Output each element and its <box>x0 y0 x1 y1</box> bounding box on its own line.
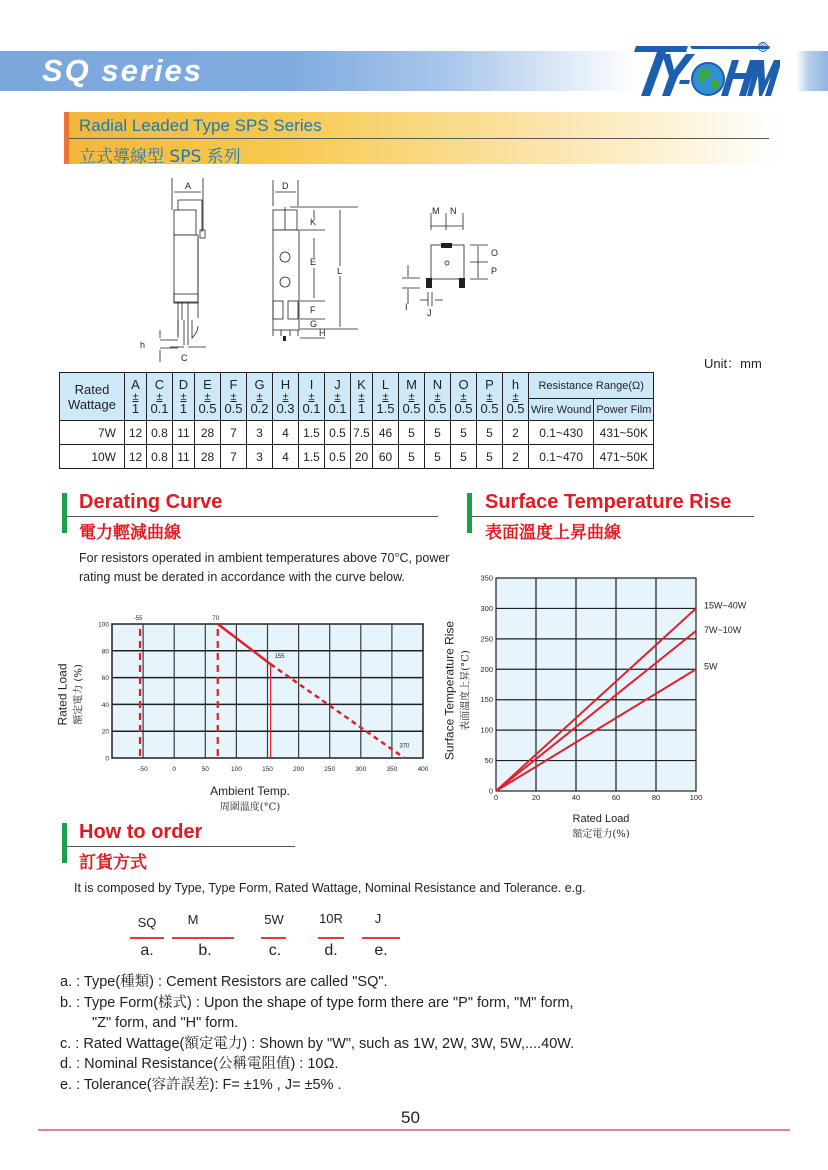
col-m <box>399 373 425 421</box>
derating-title-zh: 電力輕減曲線 <box>79 523 181 543</box>
col-g <box>247 373 273 421</box>
order-code-form: M <box>187 912 199 927</box>
derating-divider <box>67 516 438 517</box>
col-tol: 0.5 <box>506 400 525 416</box>
dimension-cell: 0.8 <box>147 445 173 469</box>
dimension-cell: 4 <box>273 421 299 445</box>
annotation-label: 370 <box>399 743 410 750</box>
col-label: G <box>254 376 265 392</box>
surface-ylabel-en: Surface Temperature Rise <box>442 620 457 761</box>
x-tick-label: 50 <box>201 766 209 773</box>
col-pm: ± <box>282 390 289 403</box>
x-tick-label: -50 <box>138 766 148 773</box>
footer-divider <box>38 1129 790 1131</box>
dimension-cell: 5 <box>451 445 477 469</box>
derating-ylabel-zh: 額定電力 (%) <box>73 664 85 725</box>
subtitle-divider <box>69 138 769 139</box>
legend-label: 7W~10W <box>704 624 742 635</box>
col-label: A <box>131 376 140 392</box>
order-code-resistance: 10R <box>319 911 343 926</box>
spec-header-row <box>60 373 654 399</box>
order-legend <box>60 972 574 1095</box>
dim-label-o: O <box>491 248 499 258</box>
col-tol: 0.1 <box>328 400 347 416</box>
legend-row-d: d. : Nominal Resistance(公稱電阻值) : 10Ω. <box>60 1056 339 1072</box>
col-label: K <box>357 376 366 392</box>
col-pm: ± <box>180 390 187 403</box>
dimension-cell: 2 <box>503 445 529 469</box>
surface-xlabel-zh: 額定電力(%) <box>572 829 630 840</box>
registered-mark: ® <box>759 42 767 52</box>
order-letter-b: b. <box>198 942 212 959</box>
x-tick-label: 250 <box>324 766 336 773</box>
dim-label-d: D <box>282 181 289 191</box>
col-pm: ± <box>230 390 237 403</box>
dimension-cell: 5 <box>477 421 503 445</box>
annotation-label: 155 <box>274 654 285 661</box>
wire-wound-cell: 0.1~430 <box>529 421 594 445</box>
dimension-cell: 7 <box>221 445 247 469</box>
order-underline-tolerance <box>362 937 400 939</box>
legend-row-a: a. : Type(種類) : Cement Resistors are called "SQ". <box>60 974 388 990</box>
y-tick-label: 250 <box>480 634 493 644</box>
col-pm: ± <box>460 390 467 403</box>
col-p <box>477 373 503 421</box>
dimension-cell: 5 <box>451 421 477 445</box>
dim-label-n: N <box>450 206 457 216</box>
derating-xlabel <box>190 784 310 813</box>
col-pm: ± <box>382 390 389 403</box>
dimension-cell: 11 <box>173 421 195 445</box>
col-f <box>221 373 247 421</box>
resistance-range-header: Resistance Range(Ω) <box>529 373 654 399</box>
col-h-lower <box>503 373 529 421</box>
dim-label-c: C <box>181 353 188 363</box>
derating-xlabel-en: Ambient Temp. <box>210 784 290 798</box>
power-film-cell: 431~50K <box>594 421 654 445</box>
x-tick-label: 40 <box>571 793 581 802</box>
col-pm: ± <box>486 390 493 403</box>
order-letter-d: d. <box>324 942 338 959</box>
col-e <box>195 373 221 421</box>
dim-label-l: L <box>337 266 343 276</box>
y-tick-label: 100 <box>480 725 493 735</box>
order-underline-wattage <box>261 937 286 939</box>
dimension-cell: 7.5 <box>351 421 373 445</box>
legend-row-c: c. : Rated Wattage(額定電力) : Shown by "W", such as 1W, 2W, 3W, 5W,....40W. <box>60 1035 575 1052</box>
dimension-cell: 7 <box>221 421 247 445</box>
col-tol: 1 <box>179 400 188 416</box>
col-k <box>351 373 373 421</box>
spec-table <box>59 372 654 469</box>
order-description: It is composed by Type, Type Form, Rated Wattage, Nominal Resistance and Tolerance. e.g. <box>74 881 586 895</box>
dim-label-m: M <box>432 206 440 216</box>
plot-area <box>496 578 696 791</box>
col-h <box>273 373 299 421</box>
annotation-label: -55 <box>133 616 143 622</box>
col-label: h <box>511 376 520 392</box>
col-label: C <box>154 376 165 392</box>
subtitle-en: Radial Leaded Type SPS Series <box>79 116 322 135</box>
dimension-cell: 0.8 <box>147 421 173 445</box>
col-j <box>325 373 351 421</box>
order-code-wattage: 5W <box>264 912 284 927</box>
dimension-cell: 5 <box>425 445 451 469</box>
dimension-cell: 11 <box>173 445 195 469</box>
derating-section-bar <box>62 493 67 533</box>
col-label: D <box>178 376 189 392</box>
surface-divider <box>472 516 754 517</box>
col-tol: 0.5 <box>224 400 243 416</box>
dim-label-h-lower: h <box>140 340 146 350</box>
col-tol: 0.5 <box>454 400 473 416</box>
col-tol: 0.2 <box>250 400 269 416</box>
surface-title: Surface Temperature Rise <box>485 491 732 513</box>
wire-wound-header: Wire Wound <box>529 399 594 421</box>
x-tick-label: 400 <box>417 766 429 773</box>
dimension-cell: 1.5 <box>299 445 325 469</box>
dimension-cell: 12 <box>125 421 147 445</box>
y-tick-label: 150 <box>480 695 493 705</box>
dimension-cell: 0.5 <box>325 445 351 469</box>
x-tick-label: 350 <box>386 766 398 773</box>
dimension-cell: 5 <box>399 421 425 445</box>
col-a <box>125 373 147 421</box>
col-tol: 0.5 <box>428 400 447 416</box>
x-tick-label: 0 <box>172 766 177 773</box>
x-tick-label: 20 <box>531 793 541 802</box>
surface-xlabel <box>541 813 661 840</box>
col-tol: 0.1 <box>150 400 169 416</box>
dim-label-e: E <box>310 257 317 267</box>
col-tol: 0.1 <box>302 400 321 416</box>
col-c <box>147 373 173 421</box>
dimension-cell: 5 <box>399 445 425 469</box>
order-underline-resistance <box>318 937 344 939</box>
col-n <box>425 373 451 421</box>
spec-row <box>60 445 654 469</box>
x-tick-label: 100 <box>230 766 242 773</box>
col-label: M <box>406 376 417 392</box>
x-tick-label: 200 <box>293 766 305 773</box>
col-pm: ± <box>204 390 211 403</box>
order-code-tolerance: J <box>374 911 382 926</box>
col-d <box>173 373 195 421</box>
y-tick-label: 40 <box>101 701 109 709</box>
derating-description: For resistors operated in ambient temperatures above 70°C, power rating must be derated in accordance with the curve below. <box>79 551 450 584</box>
y-tick-label: 100 <box>98 621 109 629</box>
col-l <box>373 373 399 421</box>
x-tick-label: 0 <box>493 793 499 802</box>
rated-wattage-header <box>60 373 125 421</box>
x-tick-label: 80 <box>651 793 661 802</box>
page-number: 50 <box>401 1108 420 1127</box>
dimension-cell: 3 <box>247 421 273 445</box>
dim-label-p: P <box>491 266 498 276</box>
dimension-cell: 28 <box>195 421 221 445</box>
wattage-cell: 10W <box>60 445 125 469</box>
dim-label-a: A <box>185 181 192 191</box>
y-tick-label: 200 <box>480 664 493 674</box>
col-label: O <box>458 376 469 392</box>
dimension-cell: 46 <box>373 421 399 445</box>
col-tol: 0.5 <box>480 400 499 416</box>
col-pm: ± <box>132 390 139 403</box>
col-tol: 0.5 <box>402 400 421 416</box>
legend-label: 5W <box>704 661 718 672</box>
wattage-cell: 7W <box>60 421 125 445</box>
surface-chart <box>470 568 770 806</box>
header-right-band <box>796 51 828 91</box>
dimension-diagram <box>130 170 530 370</box>
y-tick-label: 50 <box>484 756 493 766</box>
derating-xlabel-zh: 周圍溫度(°C) <box>219 802 281 813</box>
order-divider <box>67 846 295 847</box>
x-tick-label: 300 <box>355 766 367 773</box>
subtitle-zh: 立式導線型 SPS 系列 <box>79 147 241 167</box>
col-tol: 1.5 <box>376 400 395 416</box>
y-tick-label: 0 <box>105 755 109 763</box>
derating-ylabel-en: Rated Load <box>55 663 70 726</box>
dimension-cell: 28 <box>195 445 221 469</box>
order-section-bar <box>62 823 67 863</box>
legend-row-b-cont: "Z" form, and "H" form. <box>92 1015 239 1031</box>
col-tol: 1 <box>131 400 140 416</box>
order-letter-e: e. <box>374 942 388 959</box>
wire-wound-cell: 0.1~470 <box>529 445 594 469</box>
col-label: P <box>485 376 494 392</box>
page-title: SQ series <box>42 53 204 88</box>
dim-label-i: I <box>405 302 408 312</box>
annotation-label: 70 <box>212 616 220 622</box>
y-tick-label: 20 <box>101 728 109 736</box>
dim-label-k: K <box>310 217 317 227</box>
dimension-cell: 3 <box>247 445 273 469</box>
order-title-zh: 訂貨方式 <box>79 853 147 873</box>
col-pm: ± <box>334 390 341 403</box>
dimension-cell: 20 <box>351 445 373 469</box>
x-tick-label: 100 <box>689 793 703 802</box>
col-tol: 1 <box>357 400 366 416</box>
x-tick-label: 150 <box>262 766 273 773</box>
col-label: L <box>381 376 390 392</box>
y-tick-label: 0 <box>488 786 493 796</box>
surface-title-zh: 表面溫度上昇曲線 <box>485 523 621 543</box>
dim-label-j: J <box>427 308 432 318</box>
surface-ylabel-zh: 表面溫度上昇(°C) <box>460 650 472 731</box>
order-letter-c: c. <box>268 942 282 959</box>
dimension-cell: 5 <box>477 445 503 469</box>
col-pm: ± <box>256 390 263 403</box>
col-label: F <box>229 376 238 392</box>
power-film-cell: 471~50K <box>594 445 654 469</box>
derating-ylabel <box>56 635 85 755</box>
col-tol: 0.5 <box>198 400 217 416</box>
dim-label-f: F <box>310 305 316 315</box>
tyohm-logo <box>628 40 780 102</box>
dimension-cell: 12 <box>125 445 147 469</box>
power-film-header: Power Film <box>594 399 654 421</box>
col-tol: 0.3 <box>276 400 295 416</box>
order-code-type: SQ <box>137 915 157 930</box>
y-tick-label: 60 <box>101 675 109 683</box>
wattage-label: Wattage <box>68 396 116 412</box>
dimension-cell: 60 <box>373 445 399 469</box>
col-label: H <box>280 376 291 392</box>
col-pm: ± <box>156 390 163 403</box>
surface-section-bar <box>467 493 472 533</box>
col-pm: ± <box>358 390 365 403</box>
order-title: How to order <box>79 821 203 843</box>
order-letter-a: a. <box>140 942 154 959</box>
dimension-cell: 4 <box>273 445 299 469</box>
dimension-cell: 2 <box>503 421 529 445</box>
legend-label: 15W~40W <box>704 600 747 611</box>
col-pm: ± <box>308 390 315 403</box>
col-label: N <box>432 376 443 392</box>
legend-row-e: e. : Tolerance(容許誤差): F= ±1% , J= ±5% . <box>60 1076 342 1093</box>
col-label: E <box>203 376 212 392</box>
y-tick-label: 350 <box>480 573 493 583</box>
dimension-cell: 1.5 <box>299 421 325 445</box>
legend-row-b: b. : Type Form(樣式) : Upon the shape of type form there are "P" form, "M" form, <box>60 994 574 1011</box>
spec-row <box>60 421 654 445</box>
dimension-cell: 0.5 <box>325 421 351 445</box>
col-pm: ± <box>434 390 441 403</box>
y-tick-label: 300 <box>480 603 493 613</box>
surface-xlabel-en: Rated Load <box>572 813 630 825</box>
dim-label-h-upper: H <box>319 328 326 338</box>
col-label: I <box>309 376 314 392</box>
col-label: J <box>334 376 341 392</box>
unit-label: Unit：mm <box>704 356 762 371</box>
order-underline-type <box>130 937 164 939</box>
order-underline-form <box>172 937 234 939</box>
col-pm: ± <box>408 390 415 403</box>
rated-label: Rated <box>74 381 110 397</box>
x-tick-label: 60 <box>611 793 621 802</box>
surface-ylabel <box>443 606 472 776</box>
col-i <box>299 373 325 421</box>
dimension-cell: 5 <box>425 421 451 445</box>
dim-label-g: G <box>310 319 318 329</box>
col-pm: ± <box>512 390 519 403</box>
col-o <box>451 373 477 421</box>
derating-chart <box>60 608 440 780</box>
derating-title: Derating Curve <box>79 491 223 513</box>
y-tick-label: 80 <box>101 648 109 656</box>
